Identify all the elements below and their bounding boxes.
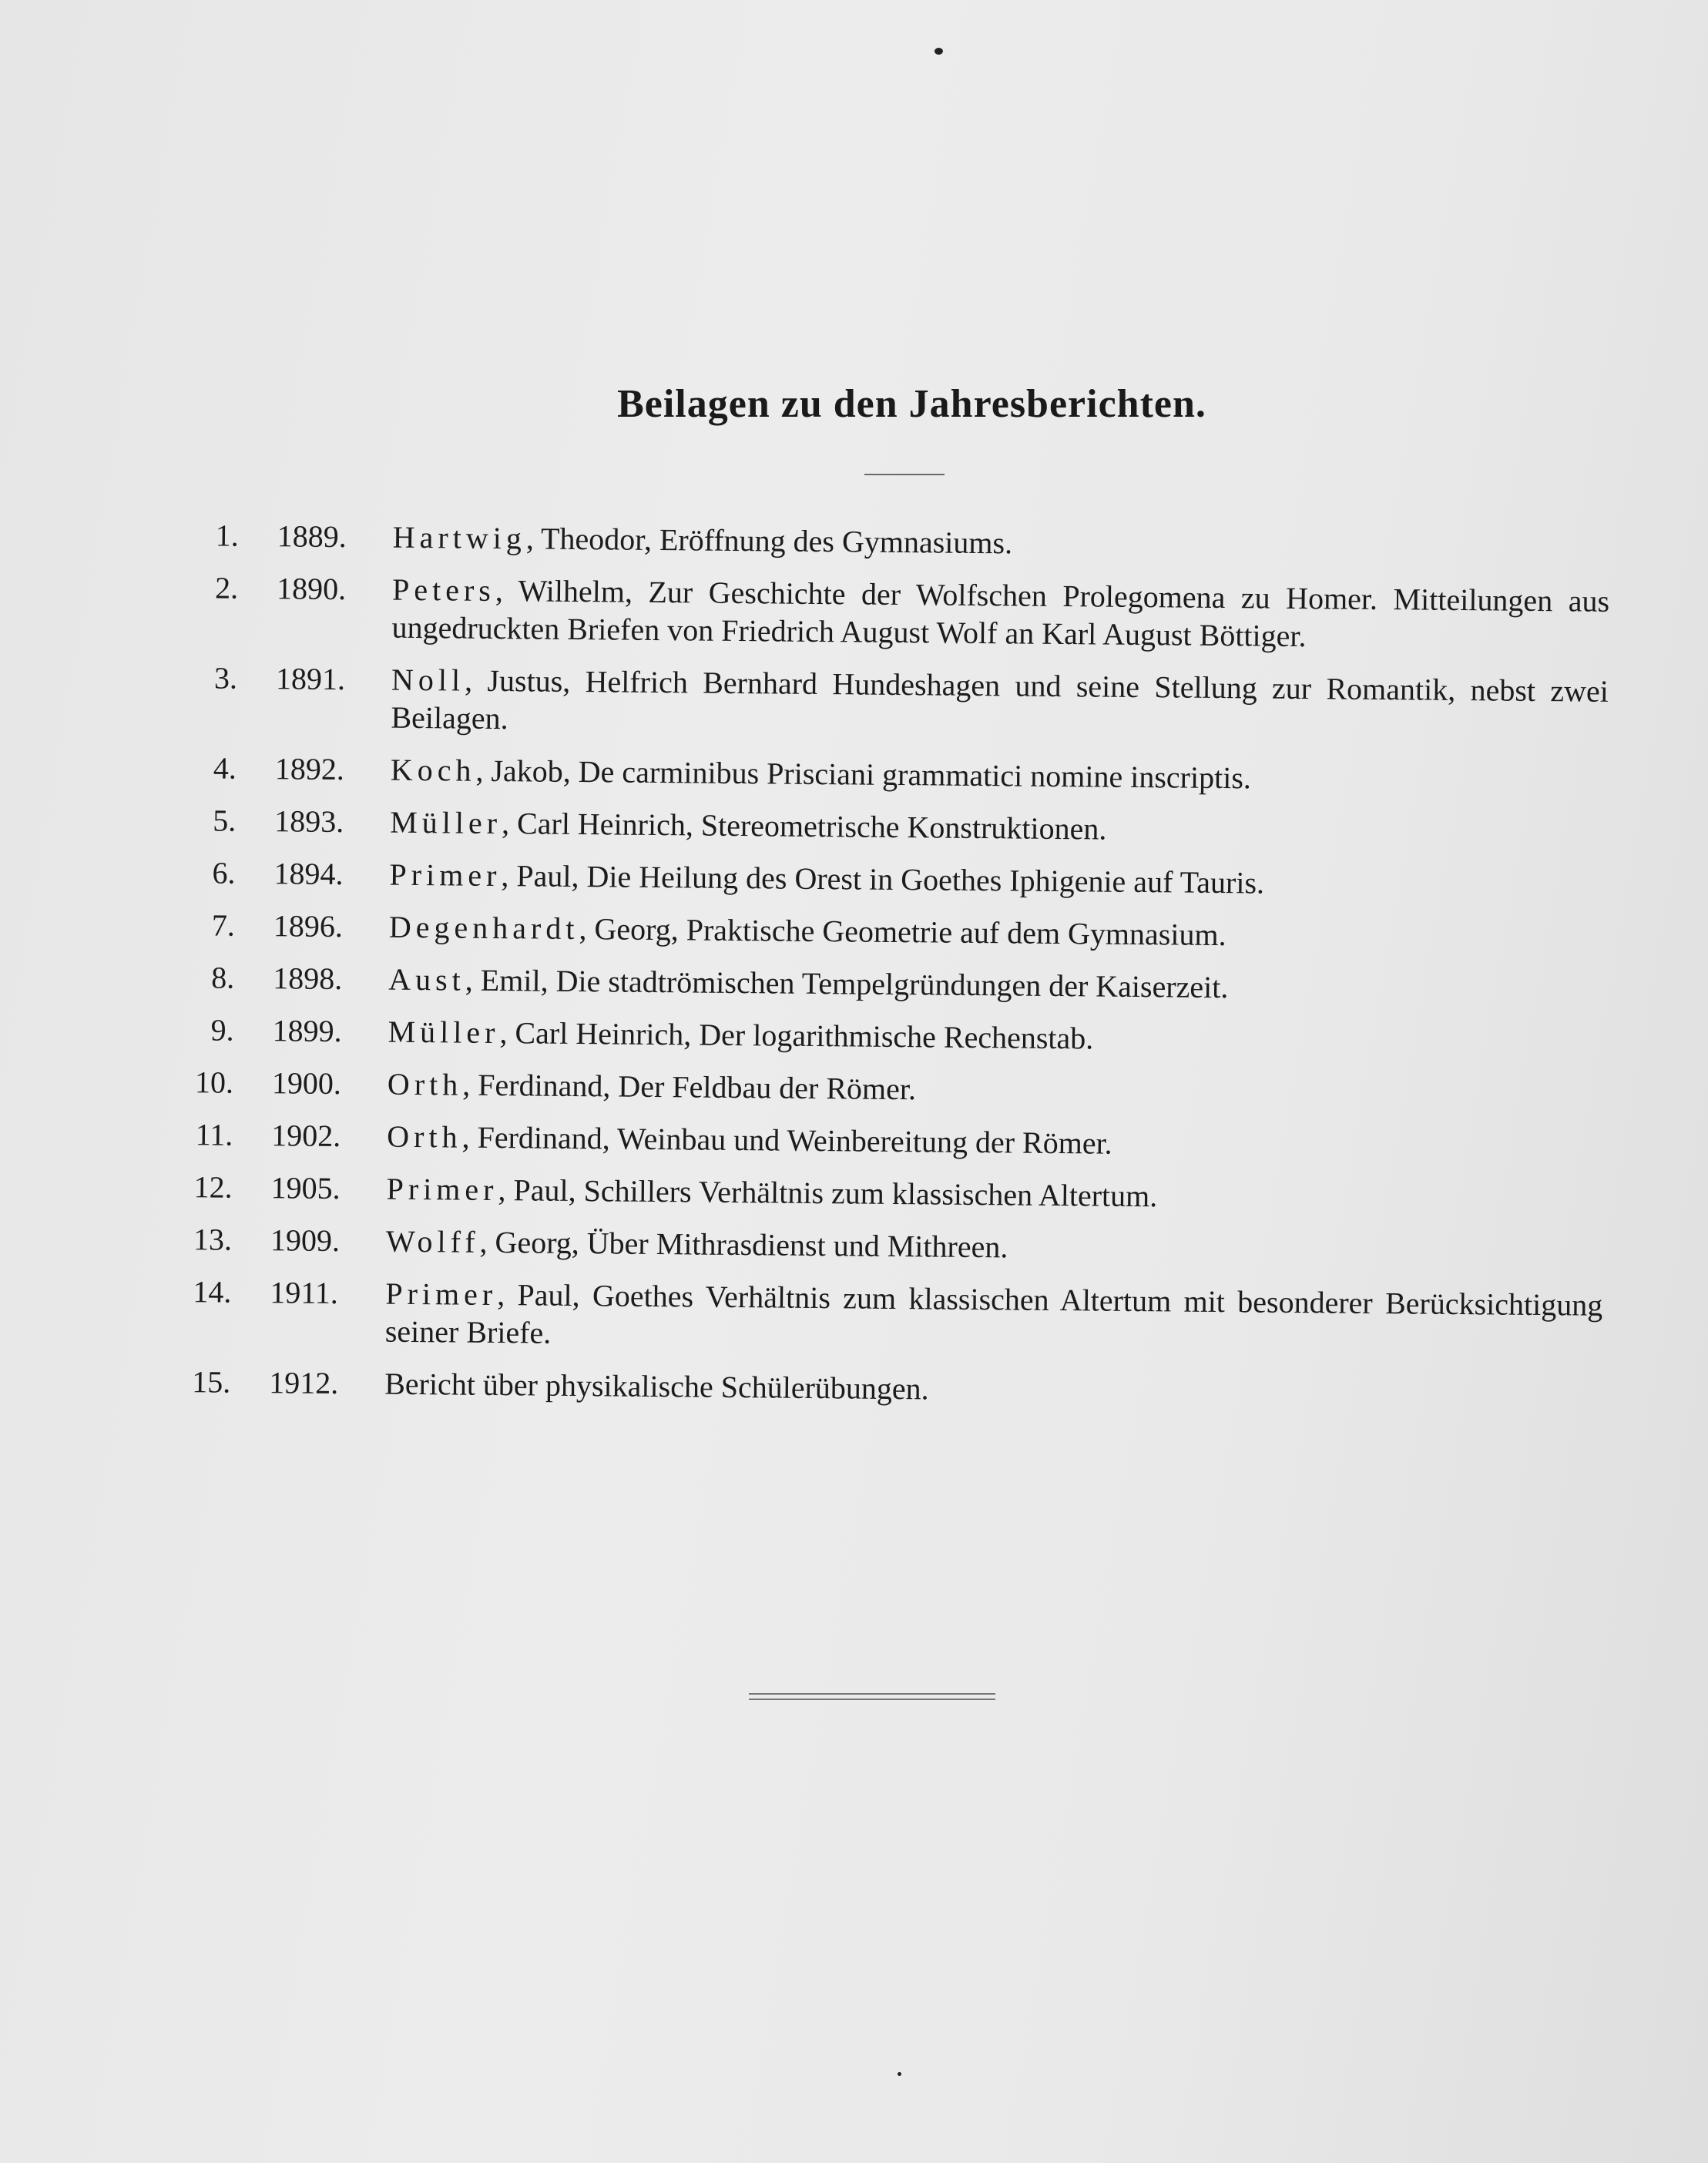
entry-author: Müller (389, 804, 502, 841)
entry-author: Degenhardt (388, 909, 579, 947)
list-item (169, 1363, 1602, 1414)
entry-year: 1889. (277, 518, 347, 555)
entry-author: Peters (391, 572, 496, 608)
list-item (173, 853, 1606, 905)
entry-title: , Carl Heinrich, Der logarithmische Rechenstab. (499, 1015, 1094, 1056)
title-divider (864, 474, 945, 475)
list-item (174, 801, 1607, 853)
entry-title: , Ferdinand, Weinbau und Weinbereitung der Römer. (461, 1119, 1112, 1161)
entry-year: 1900. (271, 1065, 342, 1102)
entry-title: , Paul, Die Heilung des Orest in Goethes Iphigenie auf Tauris. (501, 858, 1265, 900)
entry-year: 1909. (270, 1222, 341, 1259)
entry-number: 7. (211, 907, 236, 943)
entry-number: 14. (193, 1274, 232, 1310)
entry-year: 1893. (273, 803, 344, 840)
entry-number: 11. (195, 1117, 233, 1152)
entry-number: 15. (191, 1364, 231, 1400)
entry-text (393, 518, 1610, 568)
list-item (169, 1273, 1603, 1362)
entry-title: , Theodor, Eröffnung des Gymnasiums. (525, 521, 1013, 561)
entry-author: Aust (388, 961, 466, 998)
entry-year: 1891. (275, 661, 346, 697)
entry-year: 1899. (272, 1013, 342, 1049)
entry-year: 1905. (270, 1170, 341, 1206)
entry-author: Wolff (385, 1223, 480, 1259)
entry-text (387, 1118, 1604, 1167)
entry-title: , Georg, Praktische Geometrie auf dem Gymnasium. (579, 911, 1226, 953)
entry-year: 1902. (271, 1118, 341, 1154)
entry-title: , Carl Heinrich, Stereometrische Konstruktionen. (501, 806, 1107, 847)
list-item (171, 1115, 1604, 1167)
entry-title: , Georg, Über Mithrasdienst und Mithreen. (479, 1224, 1008, 1265)
entry-year: 1898. (273, 961, 343, 997)
page-title: Beilagen zu den Jahresberichten. (617, 382, 1206, 426)
entry-text (391, 571, 1609, 658)
entry-author: Müller (388, 1014, 500, 1051)
entry-text (386, 1222, 1603, 1272)
list-item (173, 958, 1606, 1010)
entry-title: , Ferdinand, Der Feldbau der Römer. (462, 1067, 917, 1107)
entry-text (389, 908, 1606, 957)
entry-title: , Paul, Goethes Verhältnis zum klassischen Altertum mit besonderer Berücksichtigung seiner Briefe. (384, 1277, 1603, 1350)
entry-author: Koch (390, 752, 476, 788)
list-item (170, 1168, 1603, 1219)
entry-year: 1892. (274, 751, 345, 787)
entry-text (384, 1365, 1602, 1414)
entry-author: Orth (387, 1066, 463, 1102)
entry-author: Primer (386, 1171, 498, 1208)
entry-text (386, 1170, 1603, 1219)
list-item (173, 906, 1606, 957)
list-item (176, 568, 1609, 658)
entry-number: 10. (194, 1065, 234, 1100)
entry-year: 1911. (270, 1275, 339, 1311)
entry-title: , Paul, Schillers Verhältnis zum klassischen Altertum. (498, 1172, 1158, 1214)
entry-number: 4. (213, 750, 237, 786)
entry-author: Orth (387, 1118, 462, 1155)
list-item (170, 1220, 1603, 1272)
end-divider (749, 1693, 995, 1700)
entry-text (391, 661, 1609, 748)
entry-number: 8. (211, 960, 235, 995)
entry-text (389, 856, 1606, 905)
entry-author: Primer (389, 857, 502, 894)
entry-number: 2. (214, 570, 239, 605)
entry-year: 1890. (276, 571, 347, 607)
list-item (172, 1011, 1605, 1062)
entry-number: 1. (215, 518, 239, 553)
list-item (172, 1063, 1605, 1115)
entry-author: Noll (391, 662, 465, 698)
entry-author: Hartwig (392, 519, 527, 556)
list-item (175, 659, 1609, 748)
entry-text (388, 1065, 1605, 1115)
entry-title: , Justus, Helfrich Bernhard Hundeshagen und seine Stellung zur Romantik, nebst zwei Beilagen. (391, 662, 1609, 736)
entry-text (391, 751, 1608, 800)
entry-number: 6. (212, 855, 236, 890)
entry-author: Primer (385, 1276, 498, 1313)
ink-speck (898, 2072, 901, 2076)
entry-title: , Wilhelm, Zur Geschichte der Wolfschen Prolegomena zu Homer. Mitteilungen aus ungedruckten Briefen von Friedrich August Wolf an Karl August Böttiger. (391, 572, 1610, 654)
ink-speck (935, 48, 943, 55)
entry-year: 1894. (273, 856, 344, 892)
entry-text (385, 1275, 1603, 1362)
entry-text (390, 803, 1607, 853)
entry-text (388, 961, 1606, 1010)
entry-year: 1912. (268, 1365, 339, 1401)
entry-number: 12. (193, 1169, 233, 1205)
entry-number: 9. (210, 1012, 234, 1048)
list-item (175, 749, 1608, 800)
entry-list (169, 516, 1610, 1429)
entry-title: Bericht über physikalische Schülerübungen. (384, 1366, 929, 1407)
list-item (177, 516, 1610, 568)
entry-number: 5. (212, 803, 237, 838)
entry-title: , Emil, Die stadtrömischen Tempelgründungen der Kaiserzeit. (465, 962, 1229, 1005)
entry-year: 1896. (273, 908, 344, 944)
entry-title: , Jakob, De carminibus Prisciani grammatici nomine inscriptis. (475, 753, 1252, 796)
entry-text (388, 1013, 1605, 1062)
entry-number: 3. (213, 660, 238, 696)
entry-number: 13. (193, 1222, 233, 1257)
